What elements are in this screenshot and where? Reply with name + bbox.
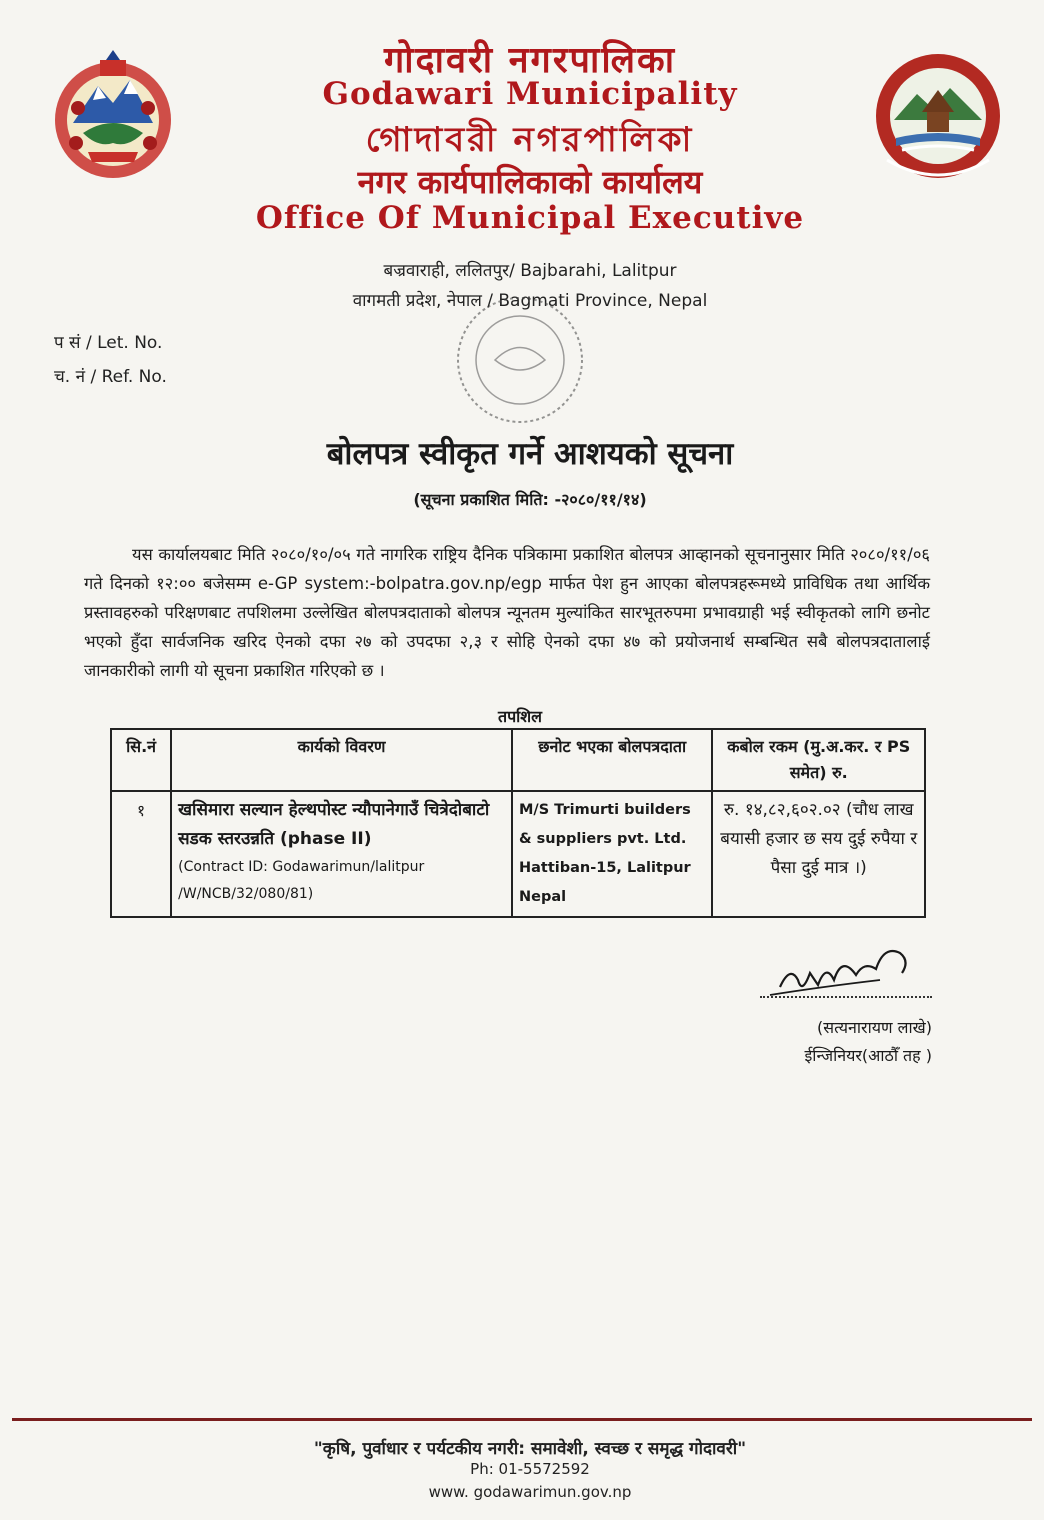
municipality-name-english: Godawari Municipality xyxy=(322,76,738,112)
header-selected-bidder: छनोट भएका बोलपत्रदाता xyxy=(512,729,712,791)
published-date: (सूचना प्रकाशित मिति: -२०८०/११/१४) xyxy=(413,490,647,509)
municipality-logo-icon xyxy=(872,50,1004,182)
header-work-description: कार्यको विवरण xyxy=(171,729,512,791)
reference-number-label: च. नं / Ref. No. xyxy=(54,367,167,387)
table-caption: तपशिल xyxy=(497,707,543,726)
notice-title: बोलपत्र स्वीकृत गर्ने आशयको सूचना xyxy=(326,436,734,472)
signatory-designation: ईन्जिनियर(आठौँ तह ) xyxy=(804,1046,932,1065)
address-line-2: वागमती प्रदेश, नेपाल / Bagmati Province, Nepal xyxy=(352,291,708,311)
cell-work-description xyxy=(171,791,512,917)
table-header-row xyxy=(111,729,925,791)
footer-website: www. godawarimun.gov.np xyxy=(428,1483,632,1501)
signature-line xyxy=(760,996,932,998)
office-name-english: Office Of Municipal Executive xyxy=(255,200,805,236)
table-row xyxy=(111,791,925,917)
cell-serial: १ xyxy=(111,791,171,917)
cell-amount: रु. १४,८२,६०२.०२ (चौध लाख बयासी हजार छ सय दुई रुपैया र पैसा दुई मात्र ।) xyxy=(712,791,925,917)
nepal-emblem-icon xyxy=(48,48,178,188)
cell-bidder: M/S Trimurti builders & suppliers pvt. Ltd. Hattiban-15, Lalitpur Nepal xyxy=(512,791,712,917)
header-quoted-amount: कबोल रकम (मु.अ.कर. र PS समेत) रु. xyxy=(712,729,925,791)
municipality-name-nepali: गोदावरी नगरपालिका xyxy=(383,40,677,81)
header-serial: सि.नं xyxy=(111,729,171,791)
notice-body-paragraph: यस कार्यालयबाट मिति २०८०/१०/०५ गते नागरिक राष्ट्रिय दैनिक पत्रिकामा प्रकाशित बोलपत्र आव्हानको सूचनानुसार मिति २०८०/११/०६ गते दिनको १२:०० बजेसम्म e-GP system:-bolpatra.gov.np/egp मार्फत पेश हुन आएका बोलपत्रहरूमध्ये प्राविधिक तथा आर्थिक प्रस्तावहरुको परिक्षणबाट तपशिलमा उल्लेखित बोलपत्रदाताको बोलपत्र न्यूनतम मुल्यांकित सारभूतरुपमा प्रभावग्राही भई स्वीकृतको लागि छनोट भएको हुँदा सार्वजनिक खरिद ऐनको दफा २७ को उपदफा २,३ र सोहि ऐनको दफा ४७ को प्रयोजनार्थ सम्बन्धित सबै बोलपत्रदातालाई जानकारीको लागी यो सूचना प्रकाशित गरिएको छ । xyxy=(84,545,930,680)
municipality-name-newari: গোদাবরী নগরপালিকা xyxy=(365,120,695,160)
office-name-nepali: नगर कार्यपालिकाको कार्यालय xyxy=(357,163,703,201)
signatory-name: (सत्यनारायण लाखे) xyxy=(817,1018,932,1037)
office-stamp-icon xyxy=(435,285,605,435)
letter-number-label: प सं / Let. No. xyxy=(54,333,163,353)
work-name: खसिमारा सल्यान हेल्थपोस्ट न्यौपानेगाउँ चित्रेदोबाटो सडक स्तरउन्नति (phase II) xyxy=(178,800,490,849)
schedule-table xyxy=(110,728,926,918)
notice-body xyxy=(84,540,930,685)
footer-divider xyxy=(12,1418,1032,1421)
footer-phone: Ph: 01-5572592 xyxy=(470,1460,590,1478)
address-line-1: बज्रवाराही, ललितपुर/ Bajbarahi, Lalitpur xyxy=(383,261,677,281)
footer-slogan: "कृषि, पुर्वाधार र पर्यटकीय नगरी: समावेशी, स्वच्छ र समृद्ध गोदावरी" xyxy=(313,1439,747,1459)
contract-id: (Contract ID: Godawarimun/lalitpur /W/NCB/32/080/81) xyxy=(178,859,425,902)
